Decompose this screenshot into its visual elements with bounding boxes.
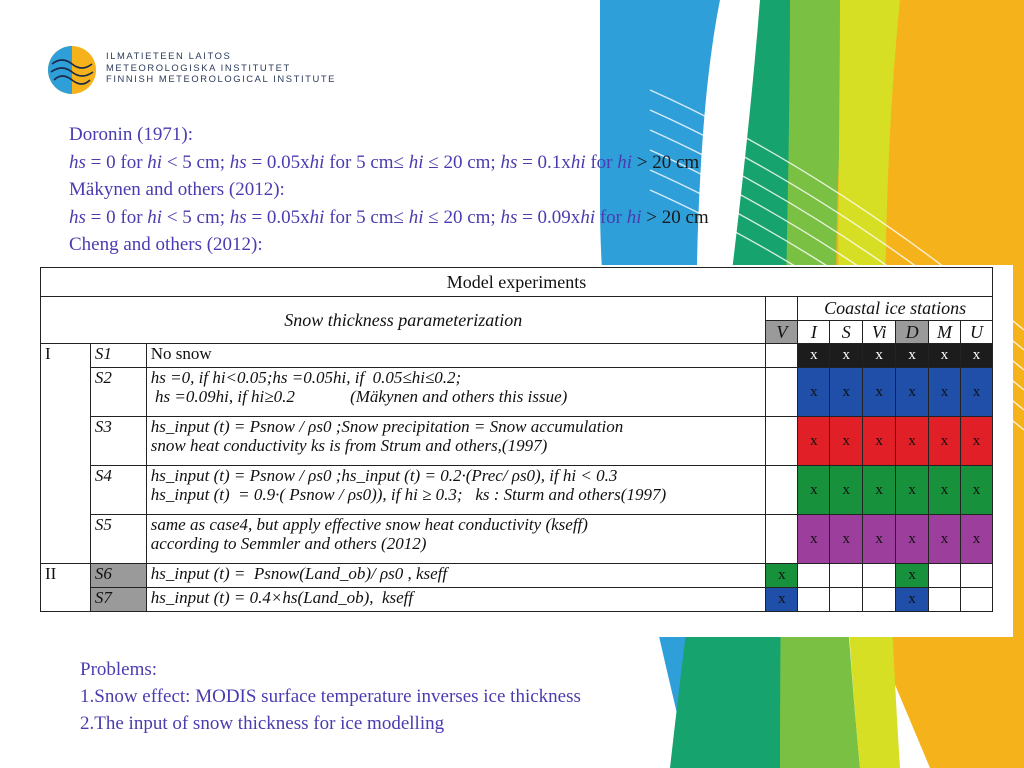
formula-part: ≤ 20 cm;	[423, 151, 501, 173]
formula-part: > 20 cm	[641, 206, 709, 228]
formula-part: for 5 cm≤	[324, 206, 409, 228]
formula-part: hi	[309, 206, 325, 228]
station-header-vi: Vi	[863, 321, 896, 344]
station-mark-vi: x	[863, 515, 896, 564]
formula-part: hi	[408, 206, 424, 228]
formula-part: hs	[229, 206, 247, 228]
logo-emblem-icon	[46, 44, 98, 96]
formula-part: = 0.1x	[517, 151, 571, 173]
formula-part: hs	[229, 151, 247, 173]
group-label: II	[41, 564, 91, 612]
station-mark-d: x	[896, 588, 929, 612]
institute-logo	[46, 44, 346, 98]
station-mark-u	[960, 588, 992, 612]
formula-part: hi	[309, 151, 325, 173]
station-mark-v	[766, 417, 798, 466]
stations-header: Coastal ice stations	[798, 297, 993, 321]
station-mark-m: x	[929, 466, 961, 515]
station-header-d: D	[896, 321, 929, 344]
problems-heading: Problems:	[80, 659, 158, 680]
station-mark-i	[798, 564, 830, 588]
experiment-code: S3	[90, 417, 146, 466]
snow-parameterization-references	[69, 121, 709, 259]
station-mark-vi: x	[863, 466, 896, 515]
experiment-description: hs =0, if hi<0.05;hs =0.05hi, if 0.05≤hi≤0.2; hs =0.09hi, if hi≥0.2 (Mäkynen and others this issue)	[146, 368, 766, 417]
empty-header-cell	[766, 297, 798, 321]
formula-part: hi	[570, 151, 586, 173]
table-row	[41, 564, 993, 588]
station-mark-u: x	[960, 417, 992, 466]
station-mark-i: x	[798, 466, 830, 515]
logo-line-2: METEOROLOGISKA INSTITUTET	[106, 61, 291, 73]
station-mark-s	[830, 588, 863, 612]
station-mark-vi: x	[863, 417, 896, 466]
table-row	[41, 344, 993, 368]
station-mark-u	[960, 564, 992, 588]
formula-part: hi	[147, 151, 163, 173]
station-mark-u: x	[960, 466, 992, 515]
problem-item-1: 1.Snow effect: MODIS surface temperature inverses ice thickness	[80, 686, 581, 707]
experiment-code: S4	[90, 466, 146, 515]
experiment-code: S2	[90, 368, 146, 417]
formula-part: hi	[580, 206, 596, 228]
station-mark-s: x	[830, 417, 863, 466]
formula-part: hs	[69, 206, 86, 228]
table-row	[41, 417, 993, 466]
formula-part: hs	[500, 151, 518, 173]
station-header-s: S	[830, 321, 863, 344]
station-mark-vi: x	[863, 344, 896, 368]
experiment-description: hs_input (t) = Psnow / ρs0 ;Snow precipitation = Snow accumulation snow heat conductivity ks is from Strum and others,(1997)	[146, 417, 766, 466]
param-header: Snow thickness parameterization	[41, 297, 766, 344]
station-mark-v: x	[766, 564, 798, 588]
station-mark-i	[798, 588, 830, 612]
formula-part: for	[585, 151, 618, 173]
station-header-m: M	[929, 321, 961, 344]
experiment-description: hs_input (t) = Psnow / ρs0 ;hs_input (t) = 0.2·(Prec/ ρs0), if hi < 0.3 hs_input (t) = 0.9·( Psnow / ρs0)), if hi ≥ 0.3; ks : Sturm and others(1997)	[146, 466, 766, 515]
problem-item-2: 2.The input of snow thickness for ice modelling	[80, 713, 445, 734]
station-mark-v	[766, 344, 798, 368]
station-mark-vi	[863, 564, 896, 588]
station-mark-v: x	[766, 588, 798, 612]
station-mark-v	[766, 466, 798, 515]
formula-part: hi	[408, 151, 424, 173]
station-mark-m: x	[929, 417, 961, 466]
table-title: Model experiments	[41, 268, 993, 297]
experiment-description: No snow	[146, 344, 766, 368]
station-mark-m: x	[929, 515, 961, 564]
reference-formula	[69, 204, 709, 232]
station-mark-d: x	[896, 368, 929, 417]
formula-part: = 0.05x	[246, 206, 310, 228]
station-mark-d: x	[896, 417, 929, 466]
formula-part: hi	[626, 206, 642, 228]
formula-part: < 5 cm;	[162, 206, 230, 228]
reference-formula	[69, 149, 709, 177]
station-mark-s: x	[830, 368, 863, 417]
reference-title: Doronin (1971):	[69, 124, 194, 145]
experiment-description: same as case4, but apply effective snow heat conductivity (kseff) according to Semmler and others (2012)	[146, 515, 766, 564]
station-header-i: I	[798, 321, 830, 344]
formula-part: hi	[617, 151, 633, 173]
station-mark-d: x	[896, 564, 929, 588]
station-mark-s: x	[830, 515, 863, 564]
station-mark-m: x	[929, 368, 961, 417]
station-mark-v	[766, 515, 798, 564]
station-mark-vi: x	[863, 368, 896, 417]
formula-part: hs	[69, 151, 86, 173]
station-header-v: V	[766, 321, 798, 344]
model-experiments-table-panel	[38, 265, 1013, 637]
reference-title: Mäkynen and others (2012):	[69, 179, 285, 200]
group-label: I	[41, 344, 91, 564]
station-mark-i: x	[798, 368, 830, 417]
formula-part: ≤ 20 cm;	[423, 206, 501, 228]
station-mark-v	[766, 368, 798, 417]
experiment-code: S7	[90, 588, 146, 612]
formula-part: for 5 cm≤	[324, 151, 409, 173]
station-mark-m: x	[929, 344, 961, 368]
formula-part: for	[595, 206, 627, 228]
formula-part: < 5 cm;	[162, 151, 230, 173]
formula-part: > 20 cm	[632, 151, 700, 173]
formula-part: = 0 for	[85, 206, 148, 228]
station-mark-m	[929, 588, 961, 612]
station-mark-i: x	[798, 515, 830, 564]
station-mark-i: x	[798, 417, 830, 466]
station-mark-u: x	[960, 515, 992, 564]
station-mark-d: x	[896, 466, 929, 515]
table-row	[41, 368, 993, 417]
formula-part: = 0.05x	[246, 151, 310, 173]
formula-part: = 0 for	[85, 151, 148, 173]
table-row	[41, 515, 993, 564]
model-experiments-table	[40, 267, 993, 612]
station-header-u: U	[960, 321, 992, 344]
station-mark-m	[929, 564, 961, 588]
station-mark-s: x	[830, 344, 863, 368]
experiment-code: S6	[90, 564, 146, 588]
station-mark-s: x	[830, 466, 863, 515]
logo-line-1: ILMATIETEEN LAITOS	[106, 50, 232, 61]
formula-part: = 0.09x	[517, 206, 581, 228]
station-mark-u: x	[960, 344, 992, 368]
experiment-code: S1	[90, 344, 146, 368]
table-row	[41, 588, 993, 612]
station-mark-s	[830, 564, 863, 588]
station-mark-u: x	[960, 368, 992, 417]
reference-title: Cheng and others (2012):	[69, 234, 263, 255]
experiment-code: S5	[90, 515, 146, 564]
experiment-description: hs_input (t) = Psnow(Land_ob)/ ρs0 , kseff	[146, 564, 766, 588]
formula-part: hs	[500, 206, 518, 228]
formula-part: hi	[147, 206, 163, 228]
table-row	[41, 466, 993, 515]
station-mark-i: x	[798, 344, 830, 368]
experiment-description: hs_input (t) = 0.4×hs(Land_ob), kseff	[146, 588, 766, 612]
station-mark-d: x	[896, 515, 929, 564]
station-mark-d: x	[896, 344, 929, 368]
logo-line-3: FINNISH METEOROLOGICAL INSTITUTE	[106, 73, 337, 84]
problems-section	[80, 656, 581, 737]
station-mark-vi	[863, 588, 896, 612]
